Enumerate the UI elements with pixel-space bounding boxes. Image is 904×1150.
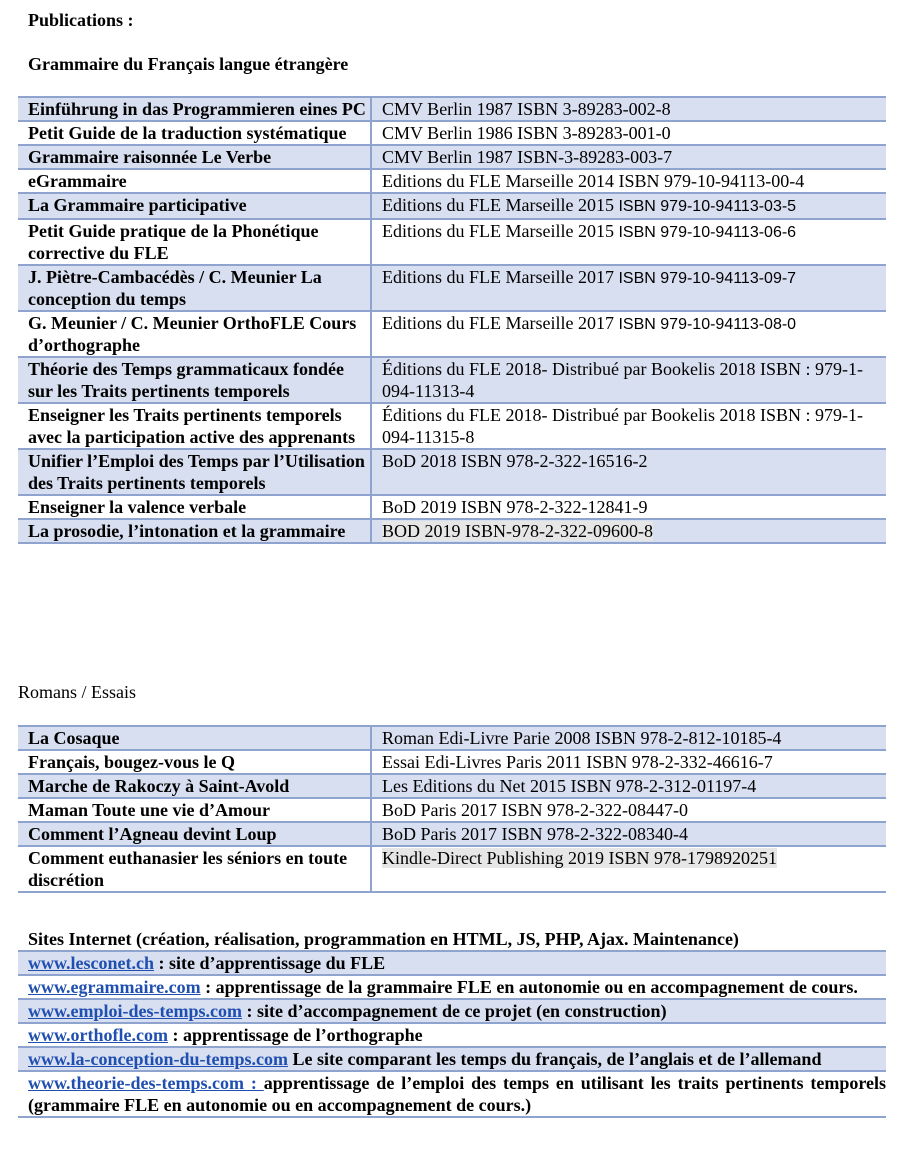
- publisher-text: Editions du FLE Marseille 2015: [382, 221, 619, 241]
- book-publisher: Éditions du FLE 2018- Distribué par Bookelis 2018 ISBN : 979-1-094-11313-4: [371, 357, 886, 403]
- book-title: La Grammaire participative: [18, 193, 371, 219]
- isbn-text: ISBN 979-10-94113-08-0: [618, 316, 797, 333]
- site-link[interactable]: www.lesconet.ch: [28, 953, 154, 973]
- table-row: [18, 193, 886, 219]
- table-row: [18, 403, 886, 449]
- book-publisher: CMV Berlin 1987 ISBN 3-89283-002-8: [371, 97, 886, 121]
- table-row: [18, 846, 886, 892]
- book-title: Petit Guide pratique de la Phonétique corrective du FLE: [18, 219, 371, 265]
- site-link[interactable]: www.theorie-des-temps.com :: [28, 1073, 264, 1093]
- table-row: [18, 495, 886, 519]
- site-row: [18, 950, 886, 974]
- book-publisher: [371, 311, 886, 357]
- book-publisher: [371, 265, 886, 311]
- book-publisher: Éditions du FLE 2018- Distribué par Bookelis 2018 ISBN : 979-1-094-11315-8: [371, 403, 886, 449]
- book-publisher: Editions du FLE Marseille 2014 ISBN 979-10-94113-00-4: [371, 169, 886, 193]
- publications-heading: Publications :: [28, 10, 134, 30]
- book-title: G. Meunier / C. Meunier OrthoFLE Cours d’orthographe: [18, 311, 371, 357]
- table-row: [18, 145, 886, 169]
- book-title: La Cosaque: [18, 726, 371, 750]
- grammar-section-heading: Grammaire du Français langue étrangère: [28, 54, 349, 74]
- sites-heading: Sites Internet (création, réalisation, programmation en HTML, JS, PHP, Ajax. Maintenance): [28, 929, 739, 949]
- book-title: Maman Toute une vie d’Amour: [18, 798, 371, 822]
- site-description: : apprentissage de la grammaire FLE en autonomie ou en accompagnement de cours.: [200, 977, 858, 997]
- site-row: [18, 998, 886, 1022]
- table-row: [18, 97, 886, 121]
- book-publisher: BoD 2018 ISBN 978-2-322-16516-2: [371, 449, 886, 495]
- isbn-text: ISBN 979-10-94113-06-6: [618, 224, 797, 241]
- publisher-text: Editions du FLE Marseille 2017: [382, 267, 619, 287]
- book-title: Petit Guide de la traduction systématique: [18, 121, 371, 145]
- book-publisher: BoD 2019 ISBN 978-2-322-12841-9: [371, 495, 886, 519]
- site-link[interactable]: www.egrammaire.com: [28, 977, 201, 997]
- site-link[interactable]: www.la-conception-du-temps.com: [28, 1049, 288, 1069]
- table-row: [18, 726, 886, 750]
- table-row: [18, 449, 886, 495]
- book-title: Français, bougez-vous le Q: [18, 750, 371, 774]
- site-description: : site d’accompagnement de ce projet (en construction): [241, 1001, 667, 1021]
- book-title: Marche de Rakoczy à Saint-Avold: [18, 774, 371, 798]
- grammar-publications-table: [18, 96, 886, 544]
- book-publisher: [371, 193, 886, 219]
- table-row: [18, 169, 886, 193]
- site-row: [18, 974, 886, 998]
- table-row: [18, 519, 886, 543]
- table-row: [18, 311, 886, 357]
- book-publisher: CMV Berlin 1986 ISBN 3-89283-001-0: [371, 121, 886, 145]
- book-publisher: [371, 846, 886, 892]
- site-description: : apprentissage de l’orthographe: [167, 1025, 423, 1045]
- publisher-text: Editions du FLE Marseille 2017: [382, 313, 619, 333]
- table-row: [18, 822, 886, 846]
- book-title: Comment l’Agneau devint Loup: [18, 822, 371, 846]
- site-row: [18, 1022, 886, 1046]
- book-title: Enseigner les Traits pertinents temporels avec la participation active des apprenants: [18, 403, 371, 449]
- site-row: [18, 1070, 886, 1118]
- book-title: J. Piètre-Cambacédès / C. Meunier La conception du temps: [18, 265, 371, 311]
- book-title: Grammaire raisonnée Le Verbe: [18, 145, 371, 169]
- table-row: [18, 774, 886, 798]
- book-title: La prosodie, l’intonation et la grammaire: [18, 519, 371, 543]
- book-publisher: BoD Paris 2017 ISBN 978-2-322-08447-0: [371, 798, 886, 822]
- book-title: Comment euthanasier les séniors en toute discrétion: [18, 846, 371, 892]
- publisher-text: Kindle-Direct Publishing 2019 ISBN 978-1798920251: [382, 848, 777, 868]
- book-title: Théorie des Temps grammaticaux fondée sur les Traits pertinents temporels: [18, 357, 371, 403]
- isbn-text: ISBN 979-10-94113-09-7: [618, 270, 797, 287]
- book-publisher: BoD Paris 2017 ISBN 978-2-322-08340-4: [371, 822, 886, 846]
- book-title: Unifier l’Emploi des Temps par l’Utilisation des Traits pertinents temporels: [18, 449, 371, 495]
- book-title: eGrammaire: [18, 169, 371, 193]
- table-row: [18, 357, 886, 403]
- site-link[interactable]: www.emploi-des-temps.com: [28, 1001, 242, 1021]
- publisher-text: BOD 2019 ISBN-978-2-322-09600-8: [382, 521, 653, 541]
- site-link[interactable]: www.orthofle.com: [28, 1025, 168, 1045]
- book-publisher: CMV Berlin 1987 ISBN-3-89283-003-7: [371, 145, 886, 169]
- novels-section-heading: Romans / Essais: [18, 682, 137, 702]
- book-publisher: [371, 519, 886, 543]
- websites-section: [18, 928, 886, 1118]
- novels-table: [18, 725, 886, 893]
- site-description: apprentissage de l’emploi des temps en utilisant les traits pertinents temporels (grammaire FLE en autonomie ou en accompagnement de cours.): [28, 1073, 886, 1115]
- table-row: [18, 219, 886, 265]
- table-row: [18, 121, 886, 145]
- book-title: Enseigner la valence verbale: [18, 495, 371, 519]
- site-description: : site d’apprentissage du FLE: [153, 953, 386, 973]
- isbn-text: ISBN 979-10-94113-03-5: [618, 198, 797, 215]
- table-row: [18, 750, 886, 774]
- book-publisher: Roman Edi-Livre Parie 2008 ISBN 978-2-812-10185-4: [371, 726, 886, 750]
- book-publisher: Les Editions du Net 2015 ISBN 978-2-312-01197-4: [371, 774, 886, 798]
- site-row: [18, 1046, 886, 1070]
- table-row: [18, 798, 886, 822]
- table-row: [18, 265, 886, 311]
- site-description: Le site comparant les temps du français, de l’anglais et de l’allemand: [287, 1049, 822, 1069]
- book-title: Einführung in das Programmieren eines PC: [18, 97, 371, 121]
- book-publisher: [371, 219, 886, 265]
- publisher-text: Editions du FLE Marseille 2015: [382, 195, 619, 215]
- book-publisher: Essai Edi-Livres Paris 2011 ISBN 978-2-332-46616-7: [371, 750, 886, 774]
